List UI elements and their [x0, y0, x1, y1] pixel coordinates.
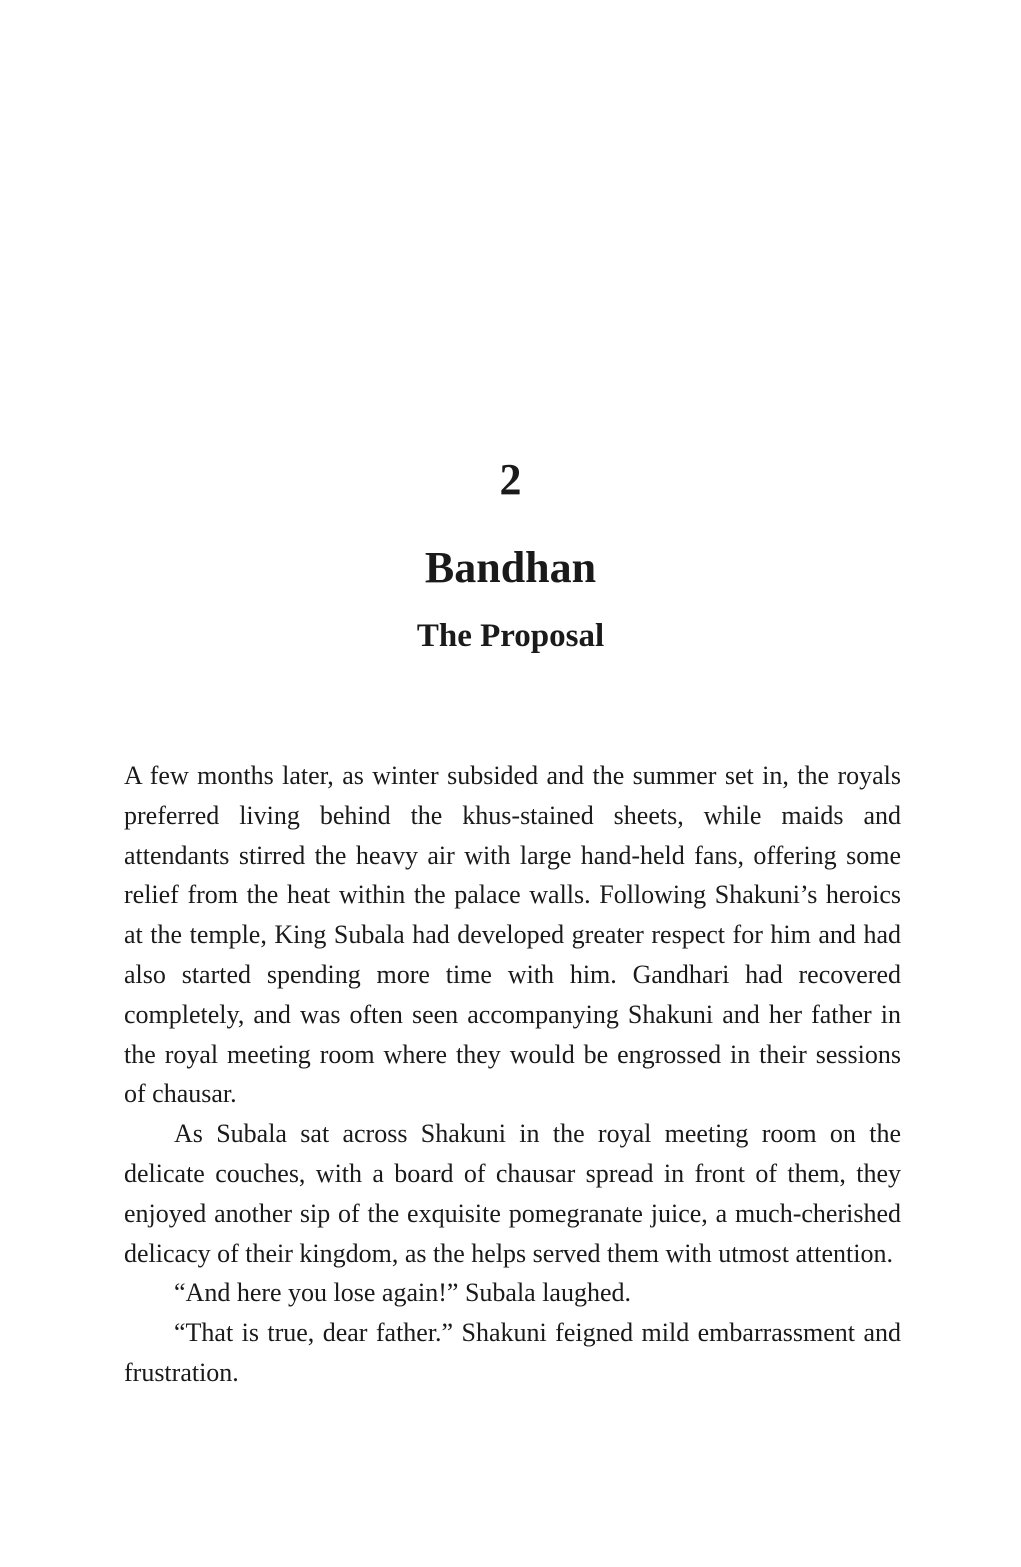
paragraph: As Subala sat across Shakuni in the royal meeting room on the delicate couches, with a board of chausar spread in front of them, they enjoyed another sip of the exquisite pomegranate juice, a much-cherished delicacy of their kingdom, as the helps served them with utmost attention.: [124, 1119, 901, 1268]
paragraph: “And here you lose again!” Subala laughed.: [174, 1278, 632, 1308]
chapter-subtitle: The Proposal: [416, 618, 605, 654]
chapter-body: [124, 756, 901, 1393]
chapter-title: Bandhan: [424, 543, 597, 592]
chapter-number: 2: [499, 455, 522, 504]
paragraph: “That is true, dear father.” Shakuni feigned mild embarrassment and frustration.: [124, 1318, 901, 1387]
paragraph: A few months later, as winter subsided and the summer set in, the royals preferred living behind the khus-stained sheets, while maids and attendants stirred the heavy air with large hand-held fans, offering some relief from the heat within the palace walls. Following Shakuni’s heroics at the temple, King Subala had developed greater respect for him and had also started spending more time with him. Gandhari had recovered completely, and was often seen accompanying Shakuni and her father in the royal meeting room where they would be engrossed in their sessions of chausar.: [124, 761, 901, 1109]
